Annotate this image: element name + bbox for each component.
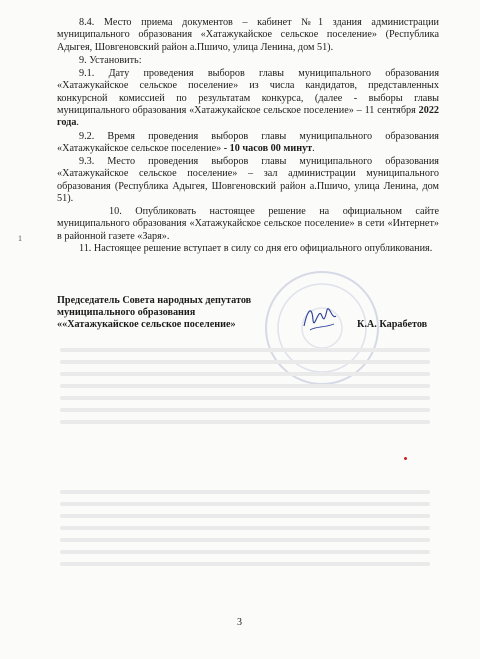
bleed-through-line <box>60 360 430 364</box>
bleed-through-line <box>60 538 430 542</box>
paragraph-9-1-end: . <box>76 117 79 129</box>
handwritten-signature-icon <box>300 300 340 336</box>
bleed-through-line <box>60 408 430 412</box>
margin-mark: 1 <box>18 234 22 243</box>
paragraph-9-3: 9.3. Место проведения выборов главы муниципального образования «Хатажукайское сельское поселение» – зал администрации муниципального образования (Республика Адыгея, Шовгеновский район а.Пшичо, улица Ленина, дом 51). <box>57 156 439 204</box>
paragraph-9-2 <box>57 131 439 156</box>
paragraph-11: 11. Настоящее решение вступает в силу со дня его официального опубликования. <box>79 243 433 254</box>
signature-line-3: ««Хатажукайское сельское поселение» <box>57 319 236 331</box>
page-number: 3 <box>237 617 242 628</box>
signature-line-2: муниципального образования <box>57 307 196 319</box>
paragraph-9-2-text: 9.2. Время проведения выборов главы муниципального образования «Хатажукайское сельское поселение» <box>57 131 439 155</box>
paragraph-9-2-end: . <box>312 143 315 155</box>
paragraph-10: 10. Опубликовать настоящее решение на официальном сайте муниципального образования «Хатажукайское сельское поселение» в сети «Интернет» в районной газете «Заря». <box>57 206 439 242</box>
election-date: 2022 года <box>57 104 439 129</box>
bleed-through-line <box>60 384 430 388</box>
paragraph-8-4: 8.4. Место приема документов – кабинет №1 здания администрации муниципального образования «Хатажукайское сельское поселение» (Республика Адыгея, Шовгеновский район а.Пшичо, улица Ленина, дом 51). <box>57 17 439 53</box>
ink-dot <box>404 457 407 460</box>
paragraph-9: 9. Установить: <box>79 55 142 66</box>
bleed-through-line <box>60 396 430 400</box>
bleed-through-line <box>60 526 430 530</box>
bleed-through-line <box>60 514 430 518</box>
bleed-through-line <box>60 502 430 506</box>
bleed-through-line <box>60 348 430 352</box>
paragraph-9-1-text: 9.1. Дату проведения выборов главы муниципального образования «Хатажукайское сельское поселение» из числа кандидатов, представленных конкурсной комиссией по результатам конкурса, (далее - выборы главы муниципального образования «Хатажукайское сельское поселение» – 11 сентября <box>57 68 439 116</box>
signature-line-1: Председатель Совета народных депутатов <box>57 295 252 306</box>
bleed-through-line <box>60 490 430 494</box>
bleed-through-line <box>60 420 430 424</box>
bleed-through-line <box>60 550 430 554</box>
signature-block <box>57 295 251 332</box>
bleed-through-line <box>60 372 430 376</box>
signatory-name: К.А. Карабетов <box>357 319 428 330</box>
election-time: - 10 часов 00 минут <box>223 143 313 155</box>
bleed-through-line <box>60 562 430 566</box>
paragraph-9-1 <box>57 68 439 129</box>
